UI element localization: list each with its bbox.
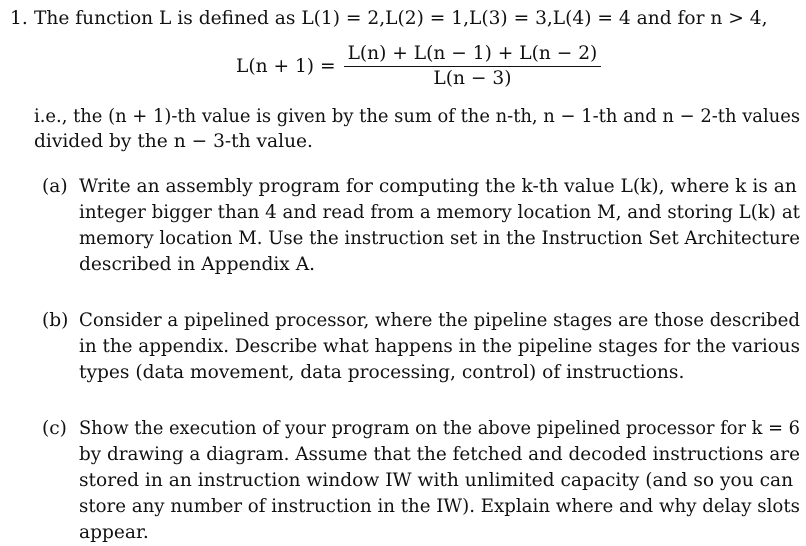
part-b-label: (b) [42, 310, 69, 331]
part-c-line: Show the execution of your program on the above pipelined processor for k = 6 [79, 418, 800, 439]
problem-intro: The function L is defined as L(1) = 2,L(2) = 1,L(3) = 3,L(4) = 4 and for n > 4, [34, 8, 768, 29]
part-c-line: by drawing a diagram. Assume that the fetched and decoded instructions are [79, 444, 800, 465]
part-b-line: types (data movement, data processing, control) of instructions. [79, 362, 685, 383]
part-c-line: store any number of instruction in the IW). Explain where and why delay slots [79, 496, 800, 517]
equation-numerator: L(n) + L(n − 1) + L(n − 2) [347, 43, 598, 64]
equation-denominator: L(n − 3) [433, 68, 512, 89]
part-b-line: Consider a pipelined processor, where the pipeline stages are those described [79, 310, 800, 331]
explanation-line: divided by the n − 3-th value. [34, 131, 313, 152]
part-b-line: in the appendix. Describe what happens in the pipeline stages for the various [79, 336, 800, 357]
part-a-line: Write an assembly program for computing the k-th value L(k), where k is an [79, 176, 797, 197]
explanation-line: i.e., the (n + 1)-th value is given by the sum of the n-th, n − 1-th and n − 2-th values [34, 106, 801, 127]
part-a-line: memory location M. Use the instruction set in the Instruction Set Architecture [79, 228, 800, 249]
part-c-line: appear. [79, 522, 149, 543]
part-c-line: stored in an instruction window IW with unlimited capacity (and so you can [79, 470, 794, 491]
part-a-line: integer bigger than 4 and read from a memory location M, and storing L(k) at [79, 202, 801, 223]
part-a-line: described in Appendix A. [79, 254, 316, 275]
part-a-label: (a) [42, 176, 68, 197]
part-c-label: (c) [42, 418, 67, 439]
recurrence-equation [236, 42, 601, 91]
equation-fraction [344, 42, 602, 91]
problem-number: 1. [10, 8, 28, 29]
equation-lhs: L(n + 1) = [236, 55, 336, 77]
